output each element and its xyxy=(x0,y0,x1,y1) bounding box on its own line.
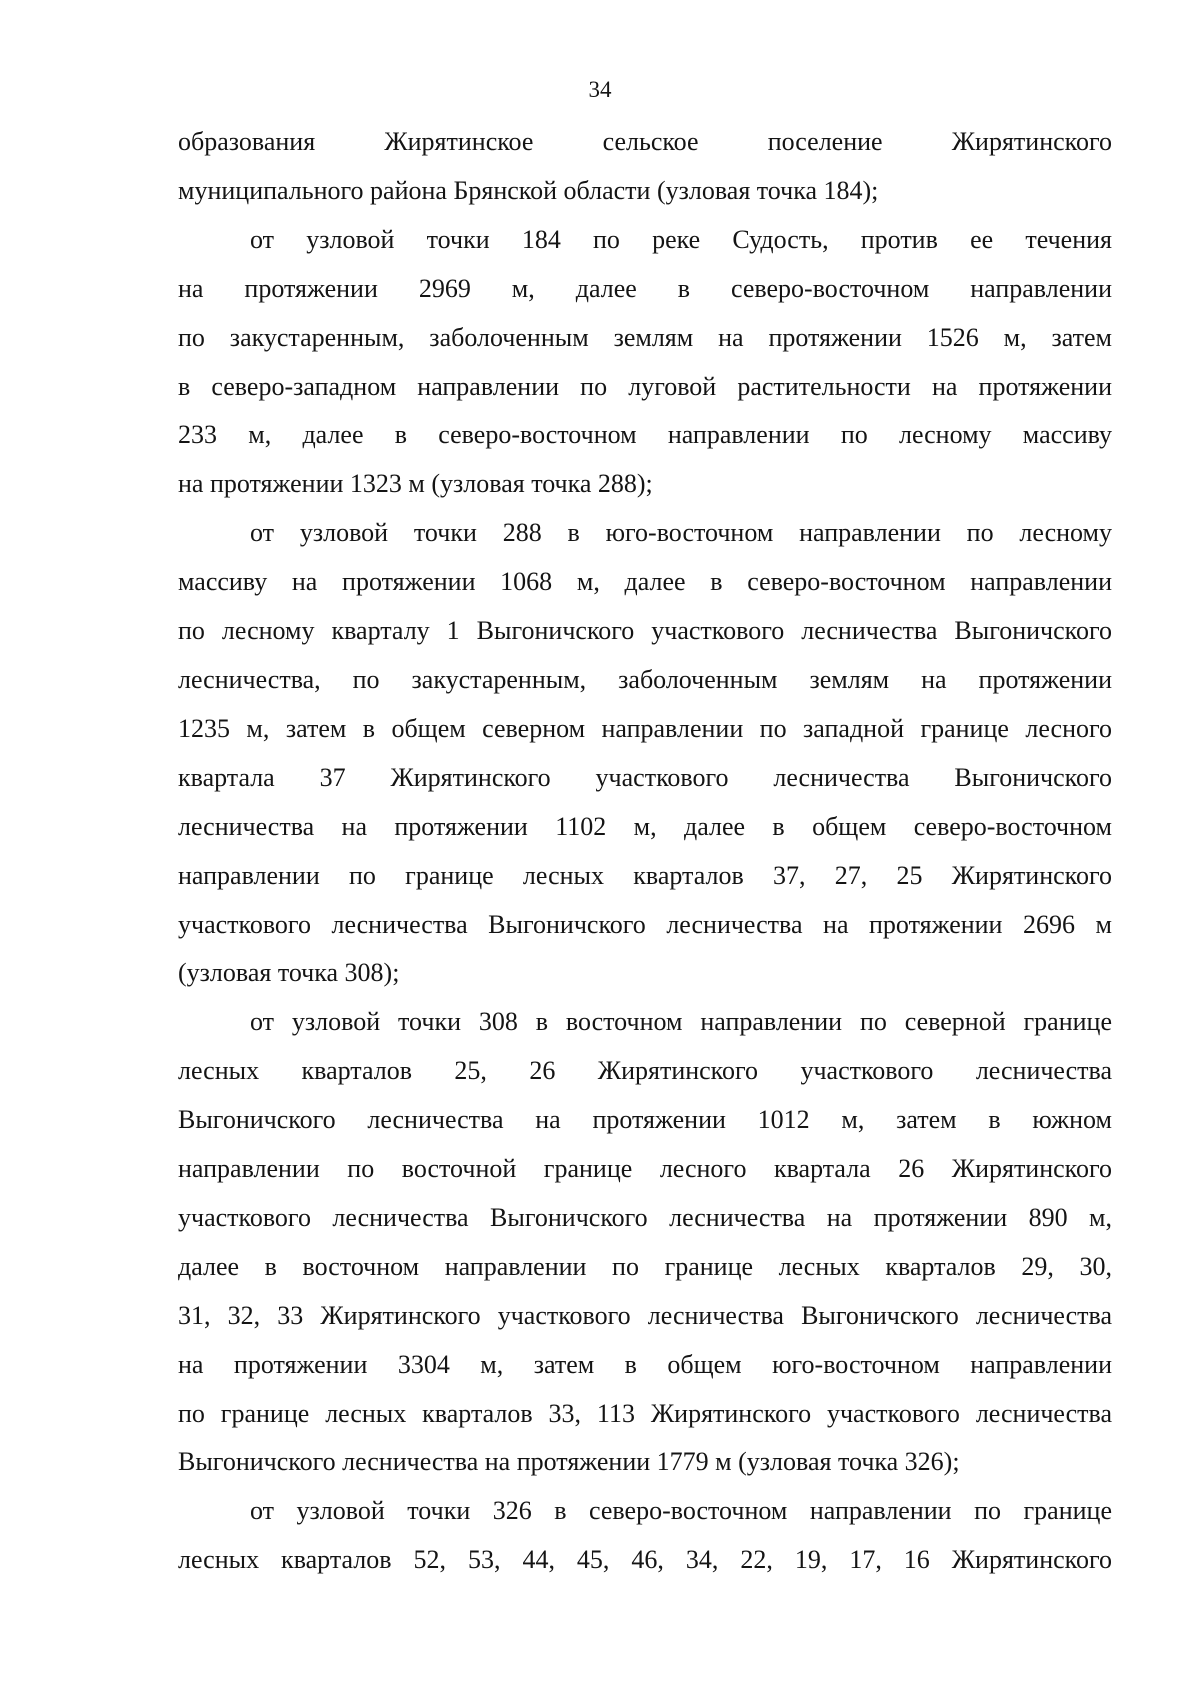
text-line: от узловой точки 308 в восточном направлении по северной границе xyxy=(250,1007,1112,1037)
text-line: участкового лесничества Выгоничского лесничества на протяжении 2696 м xyxy=(178,909,1112,939)
text-line: направлении по границе лесных кварталов 37, 27, 25 Жирятинского xyxy=(178,860,1112,890)
text-line: по границе лесных кварталов 33, 113 Жирятинского участкового лесничества xyxy=(178,1398,1112,1428)
paragraph-p3 xyxy=(178,998,1112,1487)
paragraph-p4 xyxy=(178,1487,1112,1585)
text-line: лесных кварталов 25, 26 Жирятинского участкового лесничества xyxy=(178,1056,1112,1086)
text-line: квартала 37 Жирятинского участкового лесничества Выгоничского xyxy=(178,762,1112,792)
text-line: 233 м, далее в северо-восточном направлении по лесному массиву xyxy=(178,420,1112,450)
text-line: лесных кварталов 52, 53, 44, 45, 46, 34, 22, 19, 17, 16 Жирятинского xyxy=(178,1545,1112,1575)
text-line: на протяжении 3304 м, затем в общем юго-восточном направлении xyxy=(178,1349,1112,1379)
text-line: массиву на протяжении 1068 м, далее в северо-восточном направлении xyxy=(178,567,1112,597)
text-line: лесничества, по закустаренным, заболоченным землям на протяжении xyxy=(178,664,1112,694)
text-line: далее в восточном направлении по границе лесных кварталов 29, 30, xyxy=(178,1251,1112,1281)
text-line: (узловая точка 308); xyxy=(178,958,400,988)
text-line: от узловой точки 184 по реке Судость, против ее течения xyxy=(250,224,1112,254)
text-line: участкового лесничества Выгоничского лесничества на протяжении 890 м, xyxy=(178,1202,1112,1232)
text-line: по закустаренным, заболоченным землям на протяжении 1526 м, затем xyxy=(178,322,1112,352)
text-line: 31, 32, 33 Жирятинского участкового лесничества Выгоничского лесничества xyxy=(178,1300,1112,1330)
paragraph-p0 xyxy=(178,118,1112,216)
paragraph-p2 xyxy=(178,509,1112,998)
page-number: 34 xyxy=(588,77,612,102)
text-line: в северо-западном направлении по луговой растительности на протяжении xyxy=(178,371,1112,401)
text-line: на протяжении 2969 м, далее в северо-восточном направлении xyxy=(178,273,1112,303)
document-body xyxy=(178,118,1112,1585)
text-line: лесничества на протяжении 1102 м, далее в общем северо-восточном xyxy=(178,811,1112,841)
text-line: 1235 м, затем в общем северном направлении по западной границе лесного xyxy=(178,713,1112,743)
text-line: Выгоничского лесничества на протяжении 1012 м, затем в южном xyxy=(178,1105,1112,1135)
text-line: от узловой точки 288 в юго-восточном направлении по лесному xyxy=(250,518,1112,548)
text-line: муниципального района Брянской области (узловая точка 184); xyxy=(178,175,879,205)
paragraph-p1 xyxy=(178,216,1112,509)
text-line: на протяжении 1323 м (узловая точка 288); xyxy=(178,469,653,499)
text-line: направлении по восточной границе лесного квартала 26 Жирятинского xyxy=(178,1154,1112,1184)
text-line: Выгоничского лесничества на протяжении 1779 м (узловая точка 326); xyxy=(178,1447,960,1477)
text-line: по лесному кварталу 1 Выгоничского участкового лесничества Выгоничского xyxy=(178,616,1112,646)
text-line: образования Жирятинское сельское поселение Жирятинского xyxy=(178,127,1112,156)
text-line: от узловой точки 326 в северо-восточном направлении по границе xyxy=(250,1496,1112,1526)
